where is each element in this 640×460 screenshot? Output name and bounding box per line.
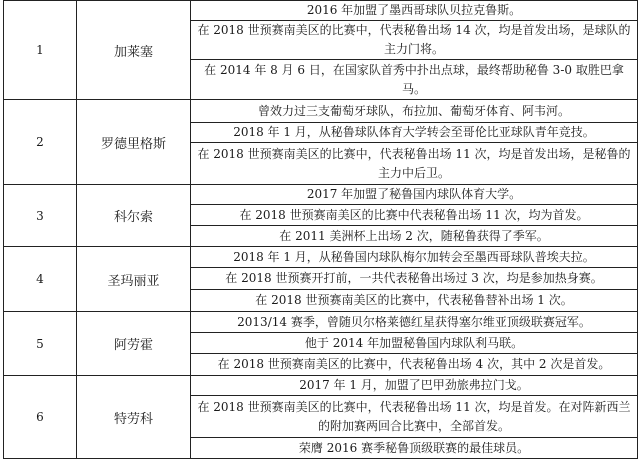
player-fact: 2018 年 1 月，从秘鲁国内球队梅尔加转会至墨西哥球队普埃夫拉。 xyxy=(191,247,638,268)
player-fact: 在 2018 世预赛南美区的比赛中，代表秘鲁替补出场 1 次。 xyxy=(191,290,638,312)
player-fact: 2017 年加盟了秘鲁国内球队体育大学。 xyxy=(191,185,638,205)
player-number: 3 xyxy=(4,185,77,247)
player-number: 2 xyxy=(4,100,77,185)
player-fact: 荣膺 2016 赛季秘鲁顶级联赛的最佳球员。 xyxy=(191,438,638,459)
player-fact: 2017 年 1 月，加盟了巴甲劲旅弗拉门戈。 xyxy=(191,376,638,396)
table-row xyxy=(4,312,638,333)
player-number: 5 xyxy=(4,312,77,376)
player-fact: 在 2018 世预赛南美区的比赛中，代表秘鲁出场 11 次，均是首发。在对阵新西兰的附加赛两回合比赛中，全部首发。 xyxy=(191,396,638,438)
player-fact: 在 2018 世预赛南美区的比赛中，代表秘鲁出场 11 次，均是首发出场，是秘鲁的主力中后卫。 xyxy=(191,143,638,185)
player-fact: 在 2011 美洲杯上出场 2 次，随秘鲁获得了季军。 xyxy=(191,226,638,247)
player-fact: 曾效力过三支葡萄牙球队，布拉加、葡萄牙体育、阿韦河。 xyxy=(191,100,638,123)
player-number: 4 xyxy=(4,247,77,312)
table-row xyxy=(4,1,638,21)
player-number: 6 xyxy=(4,376,77,459)
player-name: 科尔索 xyxy=(77,185,191,247)
player-fact: 2016 年加盟了墨西哥球队贝拉克鲁斯。 xyxy=(191,1,638,21)
player-name: 加莱塞 xyxy=(77,1,191,100)
table-row xyxy=(4,100,638,123)
player-table xyxy=(3,0,638,459)
player-name: 特劳科 xyxy=(77,376,191,459)
player-fact: 在 2018 世预赛南美区的比赛中代表秘鲁出场 11 次，均为首发。 xyxy=(191,205,638,226)
player-fact: 2013/14 赛季，曾随贝尔格莱德红星获得塞尔维亚顶级联赛冠军。 xyxy=(191,312,638,333)
player-fact: 2018 年 1 月，从秘鲁球队体育大学转会至哥伦比亚球队青年竞技。 xyxy=(191,123,638,143)
player-number: 1 xyxy=(4,1,77,100)
table-row xyxy=(4,185,638,205)
table-row xyxy=(4,247,638,268)
player-fact: 在 2018 世预赛南美区的比赛中，代表秘鲁出场 4 次，其中 2 次是首发。 xyxy=(191,354,638,376)
player-fact: 在 2014 年 8 月 6 日，在国家队首秀中扑出点球，最终帮助秘鲁 3-0 取胜巴拿马。 xyxy=(191,60,638,100)
player-fact: 他于 2014 年加盟秘鲁国内球队利马联。 xyxy=(191,333,638,354)
player-fact: 在 2018 世预赛开打前，一共代表秘鲁出场过 3 次，均是参加热身赛。 xyxy=(191,268,638,290)
player-fact: 在 2018 世预赛南美区的比赛中，代表秘鲁出场 14 次，均是首发出场，是球队的主力门将。 xyxy=(191,21,638,60)
player-name: 罗德里格斯 xyxy=(77,100,191,185)
player-name: 阿劳霍 xyxy=(77,312,191,376)
table-row xyxy=(4,376,638,396)
player-name: 圣玛丽亚 xyxy=(77,247,191,312)
